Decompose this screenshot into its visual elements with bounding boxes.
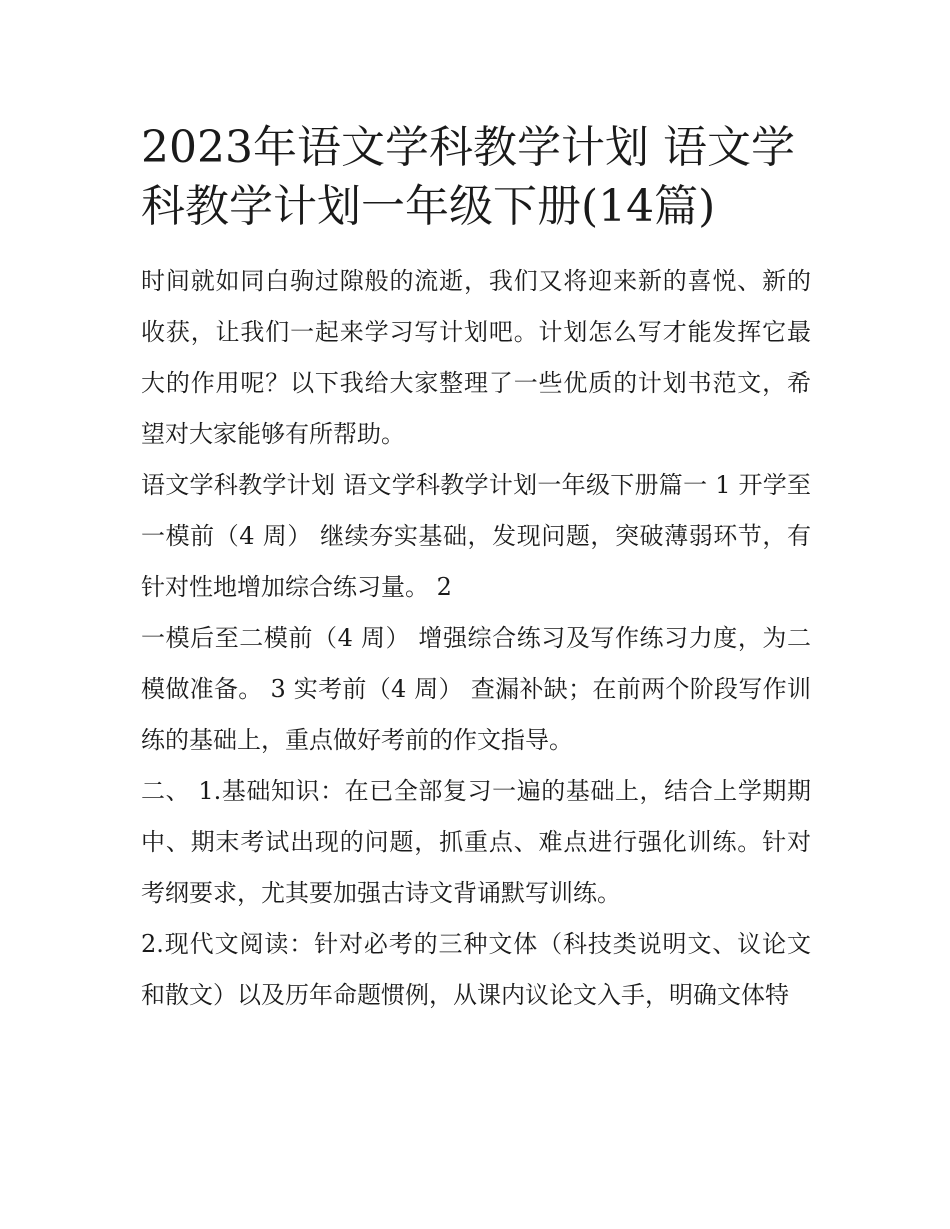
paragraph-modern-reading: 2.现代文阅读：针对必考的三种文体（科技类说明文、议论文和散文）以及历年命题惯例，从课内议论文入手，明确文体特 [141, 930, 811, 1009]
paragraph-basic-knowledge: 二、 1.基础知识：在已全部复习一遍的基础上，结合上学期期中、期末考试出现的问题，抓重点、难点进行强化训练。针对考纲要求，尤其要加强古诗文背诵默写训练。 [141, 777, 811, 907]
document-page [141, 118, 811, 1021]
document-title: 2023年语文学科教学计划 语文学科教学计划一年级下册(14篇) [141, 122, 795, 232]
paragraph-intro: 时间就如同白驹过隙般的流逝，我们又将迎来新的喜悦、新的收获，让我们一起来学习写计划吧。计划怎么写才能发挥它最大的作用呢？以下我给大家整理了一些优质的计划书范文，希望对大家能够有所帮助。 [141, 267, 811, 448]
paragraph-plan-stage-2: 一模后至二模前（4 周） 增强综合练习及写作练习力度，为二模做准备。 3 实考前（4 周） 查漏补缺；在前两个阶段写作训练的基础上，重点做好考前的作文指导。 [141, 624, 811, 754]
paragraph-plan-stage-1: 语文学科教学计划 语文学科教学计划一年级下册篇一 1 开学至一模前（4 周） 继续夯实基础，发现问题，突破薄弱环节，有针对性地增加综合练习量。 2 [141, 471, 811, 601]
